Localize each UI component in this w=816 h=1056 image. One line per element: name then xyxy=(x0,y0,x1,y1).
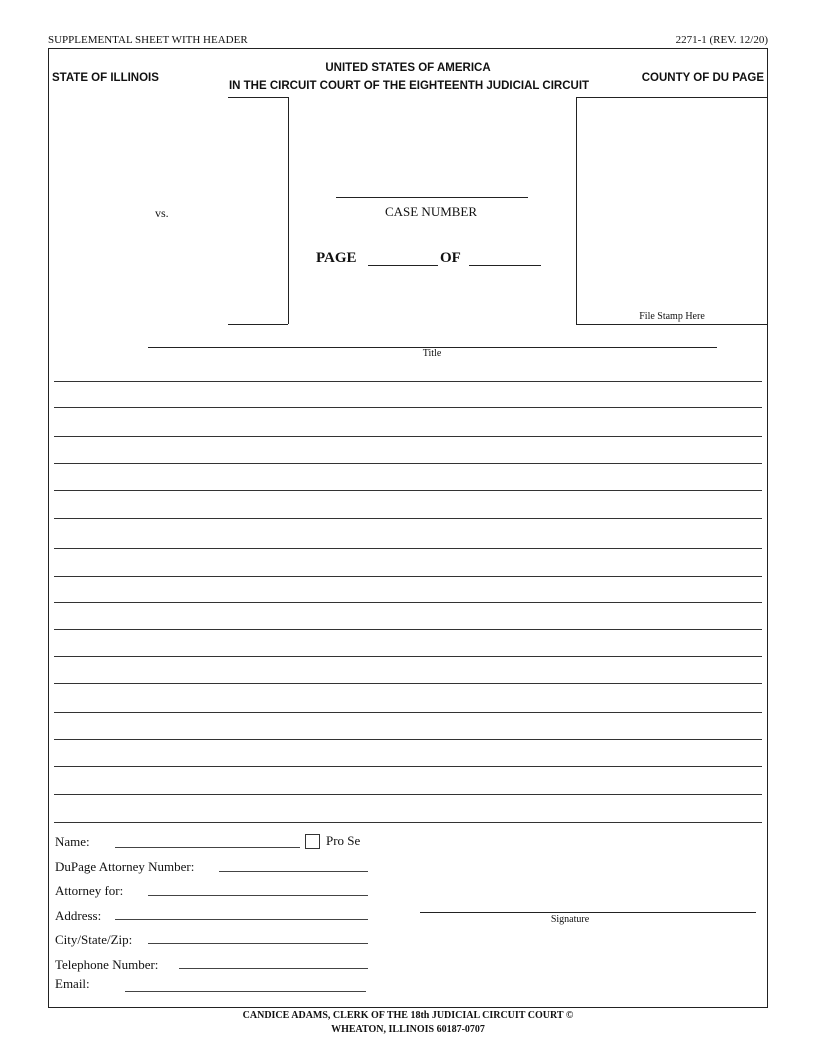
signature-label: Signature xyxy=(550,914,590,925)
city-input[interactable] xyxy=(148,943,368,944)
county-label: COUNTY OF DU PAGE xyxy=(641,72,764,84)
name-label: Name: xyxy=(55,834,90,849)
page-total-input[interactable] xyxy=(469,265,541,266)
vs-label: vs. xyxy=(155,206,169,220)
email-label: Email: xyxy=(55,976,90,991)
pro-se-checkbox[interactable] xyxy=(305,834,320,849)
form-number: 2271-1 (REV. 12/20) xyxy=(675,34,768,46)
dupage-number-input[interactable] xyxy=(219,871,368,872)
signature-input[interactable] xyxy=(420,912,756,913)
form-title: SUPPLEMENTAL SHEET WITH HEADER xyxy=(48,34,248,46)
country-label: UNITED STATES OF AMERICA xyxy=(325,62,491,74)
address-label: Address: xyxy=(55,908,102,923)
page-label: PAGE xyxy=(316,250,357,266)
of-label: OF xyxy=(440,250,461,266)
telephone-label: Telephone Number: xyxy=(55,957,159,972)
name-input[interactable] xyxy=(115,847,300,848)
pro-se-label: Pro Se xyxy=(326,833,361,848)
case-number-label: CASE NUMBER xyxy=(384,204,478,219)
file-stamp-label: File Stamp Here xyxy=(639,311,705,322)
footer-address: WHEATON, ILLINOIS 60187-0707 xyxy=(331,1024,485,1035)
telephone-input[interactable] xyxy=(179,968,368,969)
file-stamp-box xyxy=(576,97,768,325)
attorney-for-label: Attorney for: xyxy=(55,883,124,898)
address-input[interactable] xyxy=(115,919,368,920)
footer-clerk: CANDICE ADAMS, CLERK OF THE 18th JUDICIAL CIRCUIT COURT © xyxy=(242,1010,574,1021)
case-number-input[interactable] xyxy=(336,197,528,198)
attorney-for-input[interactable] xyxy=(148,895,368,896)
email-input[interactable] xyxy=(125,991,366,992)
title-label: Title xyxy=(422,348,442,359)
dupage-number-label: DuPage Attorney Number: xyxy=(55,859,195,874)
page-number-input[interactable] xyxy=(368,265,438,266)
state-label: STATE OF ILLINOIS xyxy=(52,72,159,84)
court-name: IN THE CIRCUIT COURT OF THE EIGHTEENTH JUDICIAL CIRCUIT xyxy=(228,80,590,92)
city-label: City/State/Zip: xyxy=(55,932,133,947)
